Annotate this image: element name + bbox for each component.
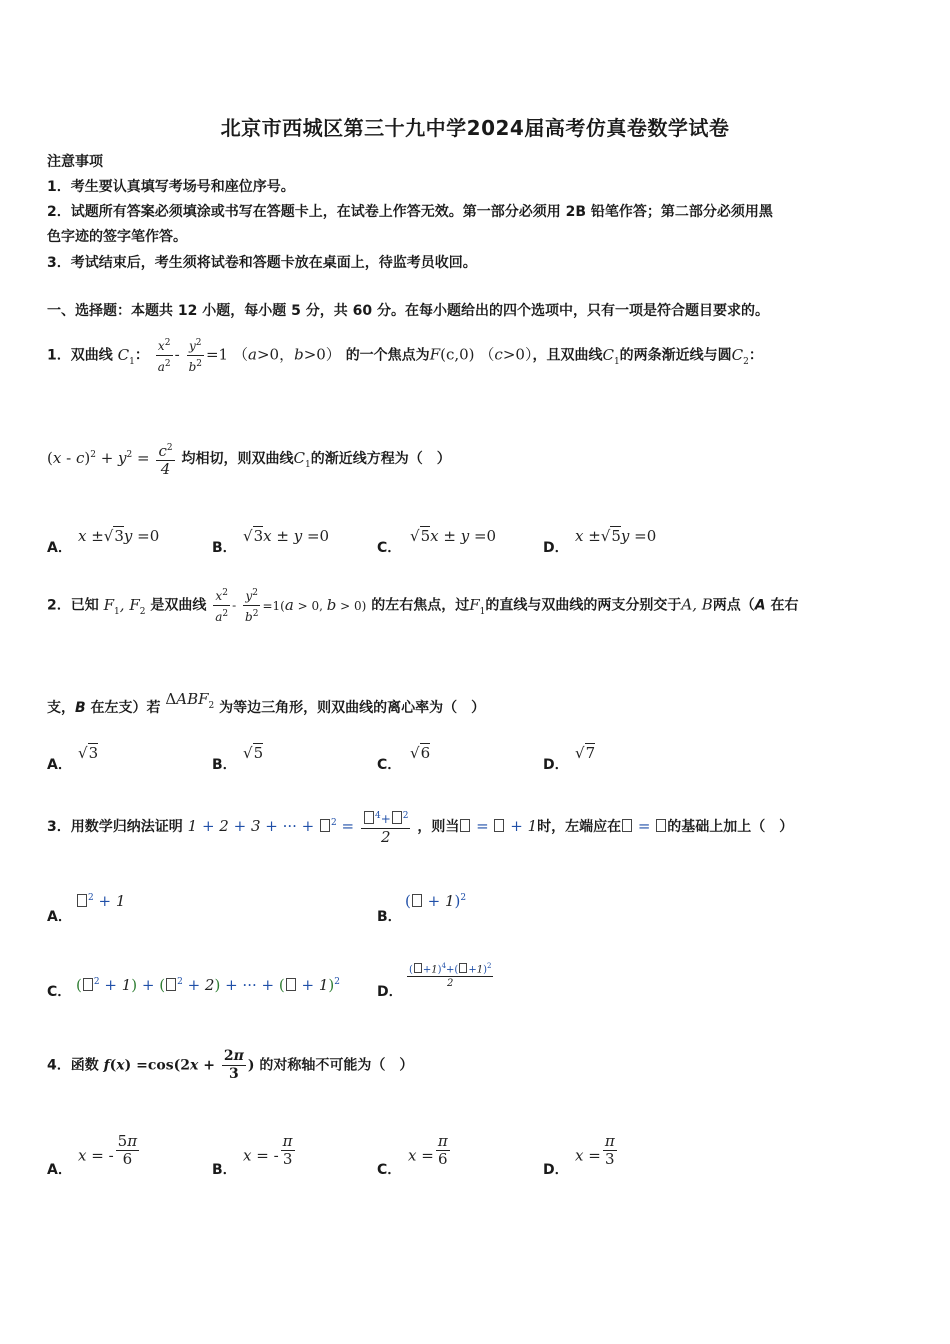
q2-line2-b: B (75, 700, 86, 716)
section-heading: 一、选择题：本题共 12 小题，每小题 5 分，共 60 分。在每小题给出的四个选项中，只有一项是符合题目要求的。 (47, 303, 769, 319)
q2-line2-c: 在左支）若 (85, 700, 161, 716)
q2-option-b-value: 5 (253, 744, 264, 762)
q3-text-2: ，则当 (417, 819, 460, 835)
notice-heading: 注意事项 (47, 154, 103, 170)
q2-number: 2． (47, 597, 71, 614)
question-2-line2 (47, 690, 485, 717)
question-1: 1．双曲线 $C_1$： $\frac{x^2}{a^2}$ - $\frac{y^2}{b^2}$ =1 （a>0，b>0） 的一个焦点为F(c,0) （c>0），且双曲线$C_1$的两条渐近线与圆$C_2$： (47, 335, 763, 376)
question-3: 3．用数学归纳法证明 1 + 2 + 3 + ··· + $^2$ = $\frac{^4+ ^2}{2}$ ，则当 = + 1时，左端应在 = 的基础上加上（ ） (47, 808, 793, 846)
question-2: 2．已知 $F_1$, $F_2$ 是双曲线 $\frac{x^2}{a^2}$ - $\frac{y^2}{b^2}$ =1(a > 0, b > 0) 的左右焦点，过$F_1$的直线与双曲线的两支分别交于A, B两点（A 在右 (47, 585, 799, 626)
q1-text-5: 均相切，则双曲线 (181, 451, 294, 467)
q1-number: 1． (47, 347, 71, 364)
q1-circle-eq: $(x - c)^2 + y^2$ = (47, 449, 150, 467)
q3-option-c-label[interactable]: C． (47, 984, 72, 1000)
q2-text-3: 的左右焦点，过 (371, 597, 470, 614)
question-4: 4．函数 f(x) =cos(2x + $\frac{2\pi}{3}$ ) 的对称轴不可能为（ ） (47, 1048, 414, 1082)
q2-option-a-label[interactable]: A． (47, 757, 72, 773)
q1-text-6: 的渐近线方程为（ ） (310, 451, 451, 467)
q2-option-c-label[interactable]: C． (377, 757, 402, 773)
q2-option-c[interactable]: √6 (410, 744, 431, 762)
q4-option-b[interactable]: x = - $\frac{\pi}{3}$ (243, 1132, 293, 1168)
q2-option-b-label[interactable]: B． (212, 757, 237, 773)
q2-line2-a: 支， (47, 700, 75, 716)
q4-text-2: 的对称轴不可能为（ ） (259, 1057, 414, 1074)
q3-option-b-label[interactable]: B． (377, 909, 402, 925)
q1-text-4: 的两条渐近线与圆 (619, 347, 732, 364)
q4-frac: $\frac{2\pi}{3}$ (223, 1048, 244, 1082)
q4-option-a[interactable]: x = - $\frac{5\pi}{6}$ (78, 1132, 138, 1168)
q4-option-d-label[interactable]: D． (543, 1162, 569, 1178)
q1-frac-c: $\frac{c^2}{4}$ (158, 442, 173, 478)
q2-line2-d: 为等边三角形，则双曲线的离心率为（ ） (219, 700, 486, 716)
q2-option-b[interactable]: √5 (243, 744, 264, 762)
q4-option-d[interactable]: x = $\frac{\pi}{3}$ (575, 1132, 615, 1168)
q1-option-b[interactable]: √3x ± y =0 (243, 527, 330, 545)
q1-option-a-label[interactable]: A． (47, 540, 72, 556)
q1-option-b-label[interactable]: B． (212, 540, 237, 556)
q2-text-1: 已知 (70, 597, 99, 614)
q4-option-a-label[interactable]: A． (47, 1162, 72, 1178)
notice-item-2-cont: 色字迹的签字笔作答。 (47, 229, 187, 245)
q4-option-b-label[interactable]: B． (212, 1162, 237, 1178)
q1-frac-x: $\frac{x^2}{a^2}$ (156, 335, 173, 376)
q2-option-d-value: 7 (585, 744, 596, 762)
q1-option-a[interactable]: x ±√3y =0 (78, 527, 160, 545)
q3-option-b[interactable]: ( + 1)$^2$ (405, 892, 467, 910)
q3-equation: 1 + 2 + 3 + ··· + $^2$ = (187, 817, 355, 835)
q2-option-a-value: 3 (88, 744, 99, 762)
q1-frac-y: $\frac{y^2}{b^2}$ (187, 335, 204, 376)
q1-curve-c1: $C_1$ (117, 345, 135, 367)
notice-item-2: 2．试题所有答案必须填涂或书写在答题卡上，在试卷上作答无效。第一部分必须用 2B 铅笔作答；第二部分必须用黑 (47, 204, 773, 220)
q2-option-a[interactable]: √3 (78, 744, 99, 762)
page-title: 北京市西城区第三十九中学2024届高考仿真卷数学试卷 (220, 116, 730, 140)
q1-option-d-label[interactable]: D． (543, 540, 569, 556)
question-1-line2: $(x - c)^2 + y^2$ = $\frac{c^2}{4}$ 均相切，则双曲线$C_1$的渐近线方程为（ ） (47, 442, 451, 478)
notice-item-3: 3．考试结束后，考生须将试卷和答题卡放在桌面上，待监考员收回。 (47, 255, 477, 271)
q2-text-7: 在右 (765, 597, 799, 614)
q2-text-6: A (754, 597, 766, 614)
q1-text-2: 的一个焦点为 (345, 347, 430, 364)
q4-option-c[interactable]: x = $\frac{\pi}{6}$ (408, 1132, 448, 1168)
q2-option-d-label[interactable]: D． (543, 757, 569, 773)
q3-text-3: 时，左端应在 (537, 819, 622, 835)
q3-number: 3． (47, 819, 71, 835)
q1-text-1: 双曲线 (70, 347, 113, 364)
q3-frac: $\frac{^4+ ^2}{2}$ (361, 808, 411, 846)
q3-option-c[interactable]: ( $^2$ + 1) + ( $^2$ + 2) + ··· + ( + 1)$^2$ (76, 976, 340, 994)
q2-option-c-value: 6 (420, 744, 431, 762)
q1-option-c-label[interactable]: C． (377, 540, 402, 556)
q2-frac-x: $\frac{x^2}{a^2}$ (213, 585, 230, 626)
q3-option-a-label[interactable]: A． (47, 909, 72, 925)
q1-text-3: ，且双曲线 (532, 347, 603, 364)
q2-frac-y: $\frac{y^2}{b^2}$ (243, 585, 260, 626)
q3-text-1: 用数学归纳法证明 (70, 819, 183, 835)
notice-item-1: 1．考生要认真填写考场号和座位序号。 (47, 179, 295, 195)
q2-text-2: 是双曲线 (150, 597, 207, 614)
q2-text-5: 两点（ (712, 597, 755, 614)
q2-option-d[interactable]: √7 (575, 744, 596, 762)
q2-text-4: 的直线与双曲线的两支分别交于 (485, 597, 682, 614)
q4-function: f(x) =cos(2x + (103, 1057, 215, 1074)
q1-focus: F (429, 345, 441, 364)
q3-option-d[interactable]: $\frac{( +1)^4+( +1)^2}{2}$ (409, 962, 492, 990)
q4-option-c-label[interactable]: C． (377, 1162, 402, 1178)
q4-text-1: 函数 (70, 1057, 99, 1074)
q3-text-4: 的基础上加上（ ） (667, 819, 794, 835)
q1-option-c[interactable]: √5x ± y =0 (410, 527, 497, 545)
q2-triangle: $\Delta ABF_2$ (165, 690, 215, 711)
q4-number: 4． (47, 1057, 71, 1074)
q3-option-a[interactable]: $^2$ + 1 (76, 892, 125, 910)
q3-option-d-label[interactable]: D． (377, 984, 403, 1000)
q1-option-d[interactable]: x ±√5y =0 (575, 527, 657, 545)
